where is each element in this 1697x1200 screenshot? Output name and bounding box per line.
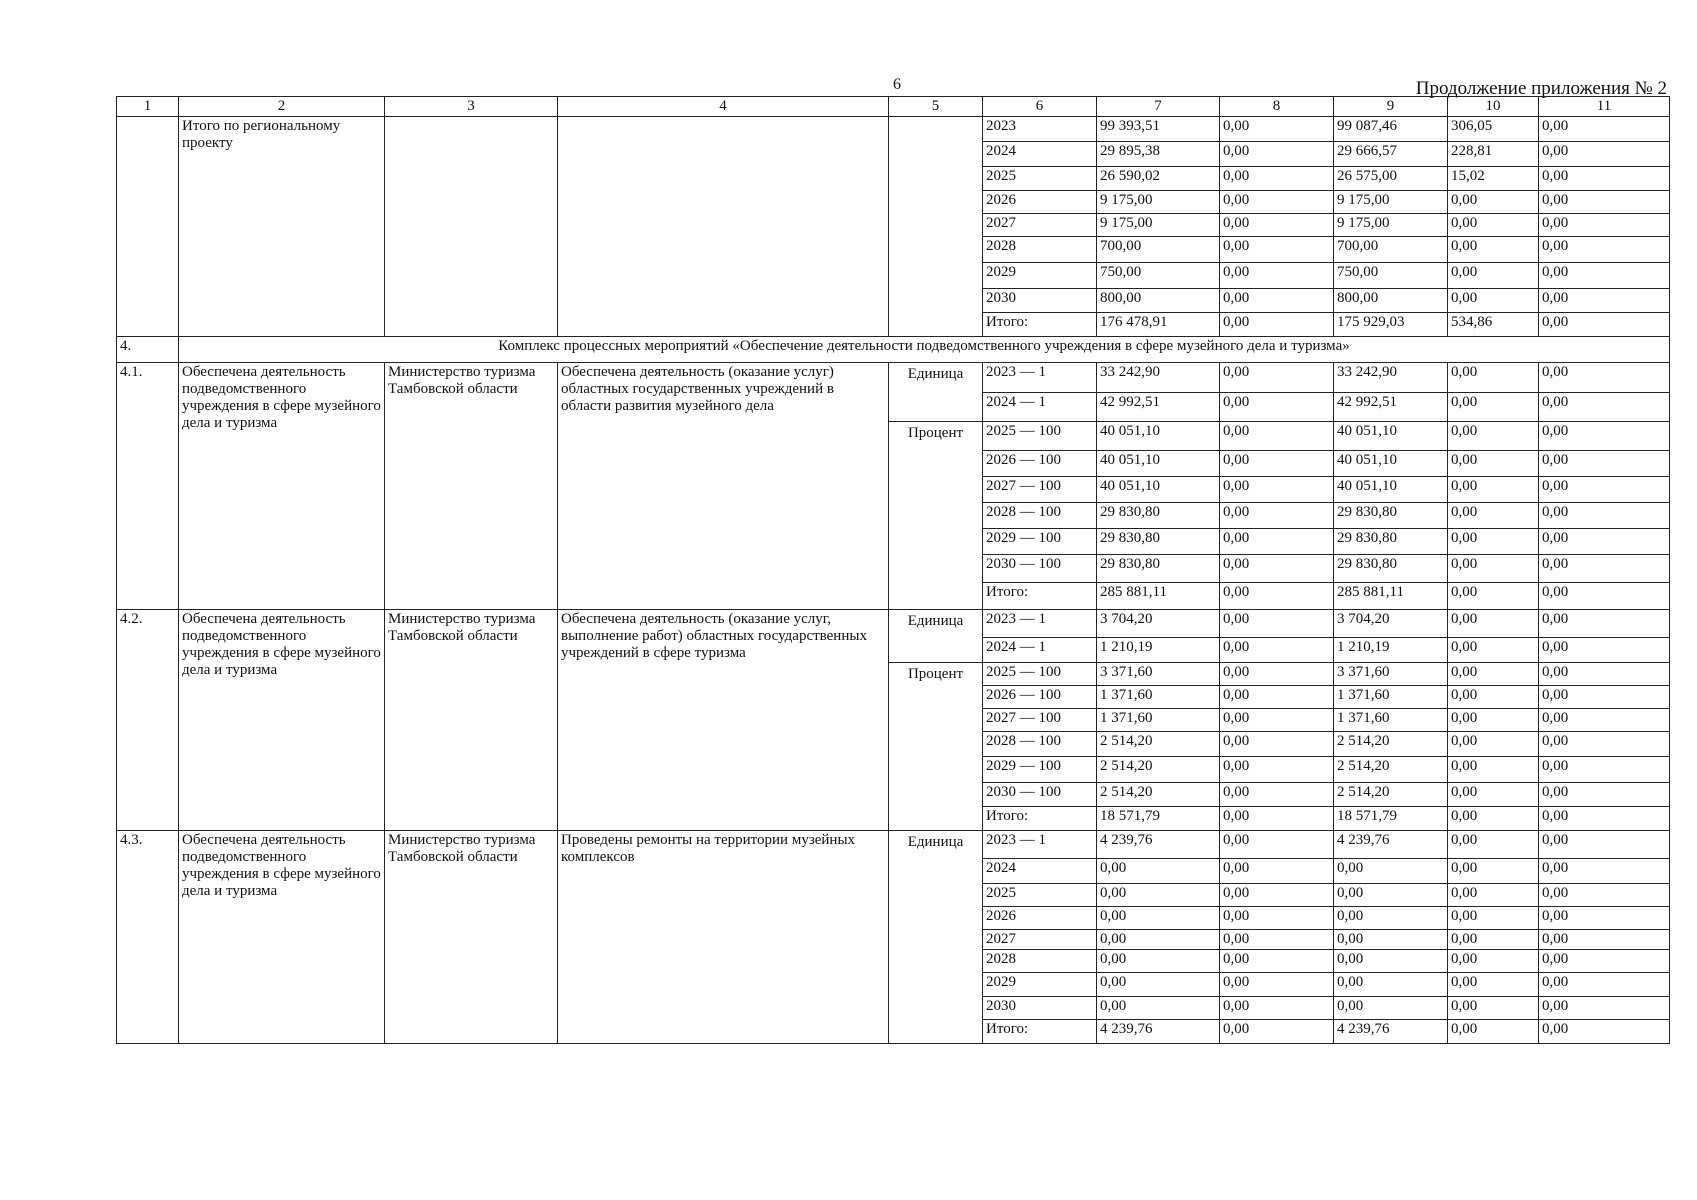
- unit-cell: Единица: [889, 831, 983, 1044]
- value-cell: 0,00: [1448, 263, 1539, 289]
- value-cell: 2023 — 1: [983, 831, 1097, 859]
- value-cell: 0,00: [1539, 555, 1670, 583]
- value-cell: Итого:: [983, 1020, 1097, 1044]
- value-cell: 0,00: [1220, 167, 1334, 191]
- value-cell: 42 992,51: [1097, 393, 1220, 422]
- value-cell: 29 830,80: [1334, 555, 1448, 583]
- table-row: [117, 610, 1670, 638]
- value-cell: 2027 — 100: [983, 477, 1097, 503]
- value-cell: 176 478,91: [1097, 313, 1220, 337]
- value-cell: 0,00: [1448, 503, 1539, 529]
- value-cell: 0,00: [1220, 807, 1334, 831]
- value-cell: 3 704,20: [1097, 610, 1220, 638]
- description-cell: Проведены ремонты на территории музейных комплексов: [558, 831, 889, 1044]
- value-cell: 3 704,20: [1334, 610, 1448, 638]
- value-cell: 0,00: [1220, 503, 1334, 529]
- header-row: [117, 97, 1670, 117]
- value-cell: 0,00: [1220, 393, 1334, 422]
- value-cell: 0,00: [1220, 555, 1334, 583]
- value-cell: 0,00: [1220, 884, 1334, 907]
- value-cell: 18 571,79: [1097, 807, 1220, 831]
- value-cell: 2027 — 100: [983, 709, 1097, 732]
- value-cell: 1 210,19: [1334, 638, 1448, 663]
- value-cell: 0,00: [1220, 859, 1334, 884]
- header-cell: 8: [1220, 97, 1334, 117]
- value-cell: 42 992,51: [1334, 393, 1448, 422]
- value-cell: 0,00: [1448, 709, 1539, 732]
- value-cell: 0,00: [1220, 950, 1334, 973]
- value-cell: 0,00: [1539, 393, 1670, 422]
- value-cell: 2023: [983, 117, 1097, 142]
- header-cell: 1: [117, 97, 179, 117]
- table-cell: [385, 117, 558, 337]
- value-cell: 2025 — 100: [983, 663, 1097, 686]
- value-cell: 0,00: [1220, 783, 1334, 807]
- value-cell: 2029 — 100: [983, 529, 1097, 555]
- value-cell: 29 830,80: [1097, 555, 1220, 583]
- value-cell: 700,00: [1097, 237, 1220, 263]
- executor-cell: Министерство туризма Тамбовской области: [385, 363, 558, 610]
- value-cell: 0,00: [1220, 709, 1334, 732]
- unit-cell: Единица: [889, 363, 983, 422]
- value-cell: 0,00: [1220, 831, 1334, 859]
- value-cell: 0,00: [1334, 884, 1448, 907]
- value-cell: 29 666,57: [1334, 142, 1448, 167]
- value-cell: 800,00: [1097, 289, 1220, 313]
- value-cell: 15,02: [1448, 167, 1539, 191]
- value-cell: 0,00: [1448, 859, 1539, 884]
- value-cell: 750,00: [1334, 263, 1448, 289]
- value-cell: 0,00: [1220, 930, 1334, 950]
- value-cell: 33 242,90: [1097, 363, 1220, 393]
- value-cell: 0,00: [1448, 477, 1539, 503]
- value-cell: 29 830,80: [1334, 529, 1448, 555]
- value-cell: 0,00: [1448, 638, 1539, 663]
- value-cell: 29 830,80: [1097, 503, 1220, 529]
- value-cell: 2025 — 100: [983, 422, 1097, 451]
- header-cell: 11: [1539, 97, 1670, 117]
- value-cell: 800,00: [1334, 289, 1448, 313]
- value-cell: 0,00: [1539, 686, 1670, 709]
- value-cell: 26 590,02: [1097, 167, 1220, 191]
- value-cell: 0,00: [1448, 451, 1539, 477]
- value-cell: 0,00: [1334, 950, 1448, 973]
- executor-cell: Министерство туризма Тамбовской области: [385, 610, 558, 831]
- unit-cell: Единица: [889, 610, 983, 663]
- regional-total-label: Итого по региональному проекту: [179, 117, 385, 337]
- value-cell: 0,00: [1448, 907, 1539, 930]
- value-cell: 0,00: [1539, 117, 1670, 142]
- value-cell: 2029 — 100: [983, 757, 1097, 783]
- value-cell: 2026 — 100: [983, 451, 1097, 477]
- value-cell: 40 051,10: [1097, 422, 1220, 451]
- value-cell: 2 514,20: [1334, 732, 1448, 757]
- value-cell: 2 514,20: [1097, 732, 1220, 757]
- value-cell: 9 175,00: [1334, 191, 1448, 214]
- value-cell: 4 239,76: [1097, 1020, 1220, 1044]
- value-cell: 0,00: [1539, 884, 1670, 907]
- value-cell: 40 051,10: [1334, 422, 1448, 451]
- value-cell: 9 175,00: [1097, 214, 1220, 237]
- value-cell: 1 371,60: [1334, 686, 1448, 709]
- value-cell: 40 051,10: [1334, 477, 1448, 503]
- value-cell: 0,00: [1097, 859, 1220, 884]
- budget-table: [116, 96, 1670, 1044]
- value-cell: 0,00: [1539, 422, 1670, 451]
- value-cell: 0,00: [1448, 807, 1539, 831]
- value-cell: 0,00: [1539, 167, 1670, 191]
- value-cell: 0,00: [1220, 997, 1334, 1020]
- value-cell: 2027: [983, 214, 1097, 237]
- value-cell: 0,00: [1220, 477, 1334, 503]
- table-body: [117, 97, 1670, 1044]
- value-cell: 0,00: [1220, 422, 1334, 451]
- result-cell: Обеспечена деятельность подведомственного учреждения в сфере музейного дела и туризма: [179, 831, 385, 1044]
- value-cell: 0,00: [1097, 907, 1220, 930]
- table-cell: [889, 117, 983, 337]
- value-cell: 0,00: [1220, 313, 1334, 337]
- value-cell: 9 175,00: [1334, 214, 1448, 237]
- value-cell: 0,00: [1539, 757, 1670, 783]
- value-cell: 4 239,76: [1334, 1020, 1448, 1044]
- table-cell: [558, 117, 889, 337]
- value-cell: 0,00: [1539, 997, 1670, 1020]
- result-cell: Обеспечена деятельность подведомственного учреждения в сфере музейного дела и туризма: [179, 610, 385, 831]
- value-cell: 0,00: [1220, 237, 1334, 263]
- value-cell: 0,00: [1448, 884, 1539, 907]
- value-cell: 0,00: [1097, 884, 1220, 907]
- value-cell: 0,00: [1539, 214, 1670, 237]
- value-cell: 0,00: [1220, 973, 1334, 997]
- value-cell: 40 051,10: [1097, 451, 1220, 477]
- value-cell: 0,00: [1448, 363, 1539, 393]
- value-cell: 2 514,20: [1334, 757, 1448, 783]
- value-cell: 0,00: [1448, 732, 1539, 757]
- executor-cell: Министерство туризма Тамбовской области: [385, 831, 558, 1044]
- value-cell: 0,00: [1334, 930, 1448, 950]
- value-cell: 0,00: [1448, 237, 1539, 263]
- value-cell: 4 239,76: [1334, 831, 1448, 859]
- value-cell: 0,00: [1539, 973, 1670, 997]
- value-cell: 0,00: [1448, 289, 1539, 313]
- value-cell: 2026: [983, 907, 1097, 930]
- unit-cell: Процент: [889, 663, 983, 831]
- row-number-cell: [117, 117, 179, 337]
- value-cell: 0,00: [1448, 529, 1539, 555]
- row-number-cell: 4.3.: [117, 831, 179, 1044]
- value-cell: 0,00: [1220, 686, 1334, 709]
- value-cell: 2026 — 100: [983, 686, 1097, 709]
- value-cell: 2 514,20: [1334, 783, 1448, 807]
- value-cell: 0,00: [1539, 313, 1670, 337]
- value-cell: 0,00: [1334, 907, 1448, 930]
- value-cell: 0,00: [1220, 1020, 1334, 1044]
- value-cell: 40 051,10: [1097, 477, 1220, 503]
- value-cell: 2023 — 1: [983, 610, 1097, 638]
- value-cell: 2 514,20: [1097, 757, 1220, 783]
- value-cell: 0,00: [1539, 191, 1670, 214]
- value-cell: 0,00: [1220, 732, 1334, 757]
- value-cell: 534,86: [1448, 313, 1539, 337]
- value-cell: 0,00: [1448, 422, 1539, 451]
- value-cell: 0,00: [1539, 950, 1670, 973]
- value-cell: 0,00: [1448, 783, 1539, 807]
- value-cell: 2024 — 1: [983, 393, 1097, 422]
- value-cell: 9 175,00: [1097, 191, 1220, 214]
- table-row: [117, 117, 1670, 142]
- value-cell: 2027: [983, 930, 1097, 950]
- value-cell: 285 881,11: [1097, 583, 1220, 610]
- value-cell: 0,00: [1539, 142, 1670, 167]
- value-cell: 175 929,03: [1334, 313, 1448, 337]
- value-cell: 0,00: [1220, 529, 1334, 555]
- value-cell: 2028: [983, 950, 1097, 973]
- value-cell: 0,00: [1448, 663, 1539, 686]
- value-cell: 0,00: [1448, 686, 1539, 709]
- value-cell: 2030 — 100: [983, 555, 1097, 583]
- value-cell: 0,00: [1539, 663, 1670, 686]
- value-cell: 0,00: [1448, 997, 1539, 1020]
- value-cell: 0,00: [1334, 973, 1448, 997]
- header-cell: 4: [558, 97, 889, 117]
- value-cell: 0,00: [1448, 757, 1539, 783]
- value-cell: 2028 — 100: [983, 503, 1097, 529]
- value-cell: 4 239,76: [1097, 831, 1220, 859]
- value-cell: 0,00: [1220, 663, 1334, 686]
- value-cell: 0,00: [1097, 997, 1220, 1020]
- value-cell: 0,00: [1220, 289, 1334, 313]
- description-cell: Обеспечена деятельность (оказание услуг, выполнение работ) областных государственных учреждений в сфере туризма: [558, 610, 889, 831]
- value-cell: 0,00: [1334, 997, 1448, 1020]
- value-cell: 3 371,60: [1334, 663, 1448, 686]
- header-cell: 7: [1097, 97, 1220, 117]
- value-cell: 0,00: [1220, 214, 1334, 237]
- value-cell: 0,00: [1220, 638, 1334, 663]
- value-cell: 0,00: [1448, 214, 1539, 237]
- value-cell: 0,00: [1448, 950, 1539, 973]
- value-cell: 2025: [983, 167, 1097, 191]
- header-cell: 5: [889, 97, 983, 117]
- value-cell: 1 371,60: [1097, 709, 1220, 732]
- value-cell: 2029: [983, 263, 1097, 289]
- result-cell: Обеспечена деятельность подведомственного учреждения в сфере музейного дела и туризма: [179, 363, 385, 610]
- value-cell: 0,00: [1448, 191, 1539, 214]
- value-cell: 0,00: [1448, 610, 1539, 638]
- value-cell: 0,00: [1448, 393, 1539, 422]
- value-cell: 0,00: [1539, 477, 1670, 503]
- value-cell: 0,00: [1539, 783, 1670, 807]
- header-cell: 3: [385, 97, 558, 117]
- value-cell: 0,00: [1539, 732, 1670, 757]
- appendix-label: Продолжение приложения № 2: [1415, 78, 1667, 99]
- value-cell: 0,00: [1539, 503, 1670, 529]
- value-cell: 0,00: [1448, 583, 1539, 610]
- value-cell: 0,00: [1220, 451, 1334, 477]
- value-cell: 1 210,19: [1097, 638, 1220, 663]
- value-cell: 228,81: [1448, 142, 1539, 167]
- value-cell: 2 514,20: [1097, 783, 1220, 807]
- value-cell: 99 393,51: [1097, 117, 1220, 142]
- value-cell: 0,00: [1539, 363, 1670, 393]
- value-cell: 0,00: [1220, 363, 1334, 393]
- section-title: Комплекс процессных мероприятий «Обеспечение деятельности подведомственного учреждения в сфере музейного дела и туризма»: [179, 337, 1670, 363]
- table-row: [117, 363, 1670, 393]
- value-cell: 0,00: [1334, 859, 1448, 884]
- value-cell: 0,00: [1539, 583, 1670, 610]
- value-cell: 0,00: [1539, 709, 1670, 732]
- value-cell: 0,00: [1097, 930, 1220, 950]
- page-number: 6: [893, 76, 901, 93]
- header-cell: 6: [983, 97, 1097, 117]
- row-number-cell: 4.1.: [117, 363, 179, 610]
- value-cell: 0,00: [1097, 950, 1220, 973]
- table-row: [117, 831, 1670, 859]
- unit-cell: Процент: [889, 422, 983, 610]
- value-cell: 0,00: [1220, 757, 1334, 783]
- value-cell: 0,00: [1448, 831, 1539, 859]
- value-cell: 0,00: [1539, 289, 1670, 313]
- value-cell: 0,00: [1448, 930, 1539, 950]
- value-cell: 0,00: [1539, 807, 1670, 831]
- value-cell: 2024: [983, 859, 1097, 884]
- value-cell: 99 087,46: [1334, 117, 1448, 142]
- value-cell: 0,00: [1220, 142, 1334, 167]
- value-cell: 29 830,80: [1334, 503, 1448, 529]
- value-cell: 0,00: [1220, 263, 1334, 289]
- value-cell: 0,00: [1220, 191, 1334, 214]
- value-cell: 0,00: [1539, 907, 1670, 930]
- value-cell: 0,00: [1539, 237, 1670, 263]
- value-cell: 0,00: [1539, 263, 1670, 289]
- header-cell: 9: [1334, 97, 1448, 117]
- value-cell: 2030 — 100: [983, 783, 1097, 807]
- value-cell: 0,00: [1448, 1020, 1539, 1044]
- header-cell: 10: [1448, 97, 1539, 117]
- value-cell: 2025: [983, 884, 1097, 907]
- value-cell: 0,00: [1539, 610, 1670, 638]
- value-cell: 0,00: [1220, 583, 1334, 610]
- value-cell: 2028: [983, 237, 1097, 263]
- value-cell: Итого:: [983, 313, 1097, 337]
- value-cell: 18 571,79: [1334, 807, 1448, 831]
- value-cell: 2028 — 100: [983, 732, 1097, 757]
- value-cell: 0,00: [1539, 451, 1670, 477]
- value-cell: 306,05: [1448, 117, 1539, 142]
- value-cell: 29 895,38: [1097, 142, 1220, 167]
- value-cell: 0,00: [1448, 555, 1539, 583]
- value-cell: 0,00: [1539, 529, 1670, 555]
- description-cell: Обеспечена деятельность (оказание услуг) областных государственных учреждений в области развития музейного дела: [558, 363, 889, 610]
- value-cell: 33 242,90: [1334, 363, 1448, 393]
- value-cell: 0,00: [1539, 638, 1670, 663]
- value-cell: 1 371,60: [1334, 709, 1448, 732]
- value-cell: 2024: [983, 142, 1097, 167]
- value-cell: 0,00: [1539, 831, 1670, 859]
- value-cell: 3 371,60: [1097, 663, 1220, 686]
- value-cell: 0,00: [1448, 973, 1539, 997]
- value-cell: 700,00: [1334, 237, 1448, 263]
- value-cell: 2030: [983, 289, 1097, 313]
- value-cell: 1 371,60: [1097, 686, 1220, 709]
- row-number-cell: 4.2.: [117, 610, 179, 831]
- value-cell: 0,00: [1539, 930, 1670, 950]
- section-number: 4.: [117, 337, 179, 363]
- value-cell: 26 575,00: [1334, 167, 1448, 191]
- value-cell: 2029: [983, 973, 1097, 997]
- value-cell: 2030: [983, 997, 1097, 1020]
- value-cell: 0,00: [1539, 1020, 1670, 1044]
- value-cell: Итого:: [983, 583, 1097, 610]
- value-cell: 2023 — 1: [983, 363, 1097, 393]
- value-cell: 0,00: [1097, 973, 1220, 997]
- header-cell: 2: [179, 97, 385, 117]
- value-cell: 0,00: [1220, 907, 1334, 930]
- value-cell: 2024 — 1: [983, 638, 1097, 663]
- value-cell: 285 881,11: [1334, 583, 1448, 610]
- value-cell: 0,00: [1220, 117, 1334, 142]
- value-cell: Итого:: [983, 807, 1097, 831]
- value-cell: 40 051,10: [1334, 451, 1448, 477]
- value-cell: 29 830,80: [1097, 529, 1220, 555]
- value-cell: 0,00: [1220, 610, 1334, 638]
- value-cell: 0,00: [1539, 859, 1670, 884]
- section-title-row: [117, 337, 1670, 363]
- value-cell: 750,00: [1097, 263, 1220, 289]
- value-cell: 2026: [983, 191, 1097, 214]
